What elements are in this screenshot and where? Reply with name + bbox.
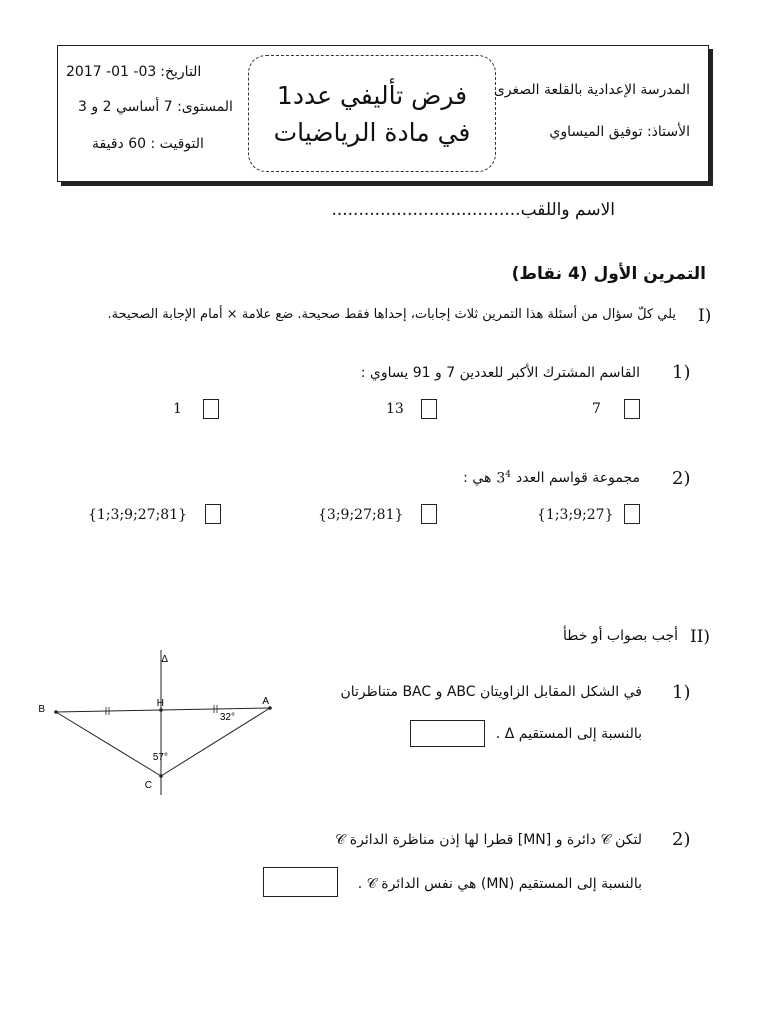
triangle-figure (38, 650, 276, 800)
exercise-title: التمرين الأول (4 نقاط) (511, 264, 706, 284)
q2-option1-checkbox[interactable] (624, 504, 640, 524)
q2-option1-label: {1;3;9;27} (537, 507, 614, 523)
part-one-numeral: I) (698, 306, 712, 326)
q4-number: 2) (672, 829, 691, 850)
segment-ac (161, 708, 270, 776)
label-delta: Δ (161, 654, 168, 665)
label-a: A (262, 696, 269, 707)
q1-number: 1) (672, 362, 691, 383)
q2-power-exponent: 4 (505, 470, 512, 480)
test-title-line2: في مادة الرياضيات (273, 117, 471, 147)
q2-option3-label: {1;3;9;27;81} (88, 507, 188, 523)
q2-number: 2) (672, 468, 691, 489)
part-two-numeral: II) (690, 627, 711, 647)
q4-line1: لتكن 𝒞 دائرة و [MN] قطرا لها إذن مناظرة الدائرة 𝒞 (335, 832, 642, 848)
label-c: C (144, 780, 152, 791)
date-label: التاريخ: (160, 64, 202, 80)
q2-text-pre: مجموعة قواسم العدد (516, 470, 640, 486)
q1-option2-checkbox[interactable] (421, 399, 437, 419)
school-name: المدرسة الإعدادية بالقلعة الصغرى (493, 82, 690, 98)
q1-option3-label: 1 (173, 401, 182, 417)
point-c (159, 774, 163, 778)
student-name-label: الاسم واللقب (520, 200, 615, 220)
date-value: 2017 -01 -03 (66, 64, 157, 80)
level-line: المستوى: 7 أساسي 2 و 3 (78, 99, 233, 115)
label-h: H (156, 698, 164, 709)
q3-line1: في الشكل المقابل الزاويتان ABC و BAC متناظرتان (340, 684, 642, 700)
test-title-line1: فرض تأليفي عدد1 (276, 80, 468, 110)
q4-line2: بالنسبة إلى المستقيم (MN) هي نفس الدائرة 𝒞 . (357, 876, 642, 892)
segment-bc (56, 712, 161, 776)
label-b: B (38, 704, 45, 715)
q2-option2-checkbox[interactable] (421, 504, 437, 524)
label-angle-c: 57° (152, 752, 168, 763)
date-line (66, 64, 201, 80)
point-b (54, 710, 58, 714)
part-one-instruction: يلي كلّ سؤال من أسئلة هذا التمرين ثلاث إجابات، إحداها فقط صحيحة. ضع علامة × أمام الإجابة الصحيحة. (107, 307, 676, 322)
q2-power-base: 3 (496, 470, 506, 487)
q1-option1-label: 7 (592, 401, 601, 417)
student-name-line[interactable] (170, 200, 615, 220)
q1-option3-checkbox[interactable] (203, 399, 219, 419)
q1-option1-checkbox[interactable] (624, 399, 640, 419)
q2-option3-checkbox[interactable] (205, 504, 221, 524)
q2-power (496, 470, 511, 487)
q4-answer-box[interactable] (263, 867, 338, 897)
duration-line: التوقيت : 60 دقيقة (92, 136, 204, 152)
q3-line2: بالنسبة إلى المستقيم Δ . (495, 726, 642, 742)
q2-text-post: هي : (463, 470, 492, 486)
q2-option2-label: {3;9;27;81} (318, 507, 404, 523)
q2-text (463, 470, 640, 487)
q1-option2-label: 13 (386, 401, 404, 417)
student-name-dots: ................................... (331, 200, 521, 220)
q3-number: 1) (672, 682, 691, 703)
label-angle-a: 32° (219, 712, 235, 723)
q3-answer-box[interactable] (410, 720, 485, 747)
test-title-box (248, 55, 496, 172)
q1-text: القاسم المشترك الأكبر للعددين 7 و 91 يساوي : (360, 365, 640, 381)
part-two-instruction: أجب بصواب أو خطأ (562, 628, 678, 644)
teacher-name: الأستاذ: توفيق الميساوي (549, 124, 690, 140)
